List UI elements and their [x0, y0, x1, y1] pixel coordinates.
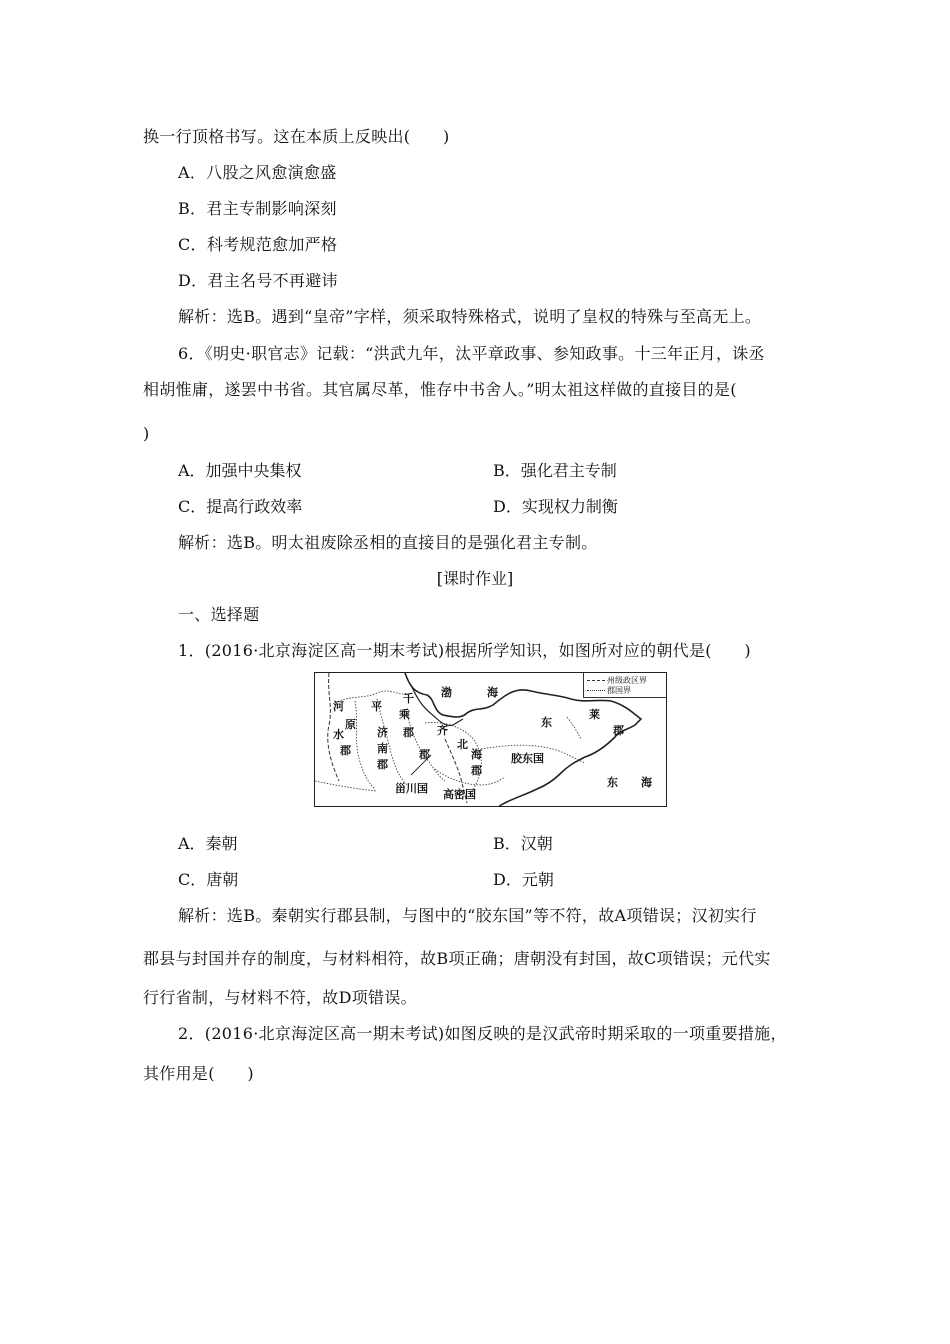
dotted-line-icon	[587, 690, 605, 691]
q1-answer-line-1: 解析：选B。秦朝实行郡县制，与图中的“胶东国”等不符，故A项错误；汉初实行	[178, 906, 757, 925]
q6-stem-line-3: )	[143, 424, 150, 443]
map-label: 郡	[419, 748, 430, 761]
han-commanderies-map	[314, 672, 667, 807]
q5-option-b: B．君主专制影响深刻	[178, 199, 337, 218]
legend-row-province	[587, 676, 647, 685]
q2-stem-line-2: 其作用是( )	[143, 1064, 254, 1083]
map-label: 郡	[340, 744, 351, 757]
map-label: 郡	[613, 724, 624, 737]
commandery-border	[435, 769, 505, 785]
map-label: 海	[641, 776, 652, 789]
q6-stem-line-1: 6．《明史·职官志》记载：“洪武九年，汰平章政事、参知政事。十三年正月，诛丞	[178, 344, 765, 363]
province-border-west	[328, 673, 339, 781]
q5-option-a: A．八股之风愈演愈盛	[178, 163, 337, 182]
map-label: 南	[377, 742, 388, 755]
map-label: 北	[457, 738, 468, 751]
map-label: 高密国	[443, 788, 476, 801]
map-label: 平	[371, 700, 382, 713]
map-label: 水	[333, 728, 344, 741]
map-label: 甾川国	[395, 782, 428, 795]
commandery-border	[567, 717, 581, 739]
map-label: 东	[541, 716, 552, 729]
legend-row-commandery	[587, 686, 631, 695]
q1-option-d: D．元朝	[493, 870, 554, 889]
q5-option-c: C．科考规范愈加严格	[178, 235, 338, 254]
legend-label: 州级政区界	[607, 676, 647, 685]
q6-option-b: B．强化君主专制	[493, 461, 617, 480]
q6-option-a: A．加强中央集权	[178, 461, 302, 480]
map-label: 郡	[403, 726, 414, 739]
part-title: 一、选择题	[178, 605, 260, 624]
map-label: 河	[333, 700, 344, 713]
map-label: 齐	[437, 724, 448, 737]
map-label: 渤	[441, 686, 452, 699]
q1-option-b: B．汉朝	[493, 834, 553, 853]
q6-option-d: D．实现权力制衡	[493, 497, 618, 516]
q2-stem-line-1: 2．(2016·北京海淀区高一期末考试)如图反映的是汉武帝时期采取的一项重要措施，	[178, 1024, 787, 1043]
q6-option-c: C．提高行政效率	[178, 497, 303, 516]
map-label: 东	[607, 776, 618, 789]
bohai-shore	[411, 685, 463, 726]
q5-stem-continuation: 换一行顶格书写。这在本质上反映出( )	[143, 127, 450, 146]
q1-option-a: A．秦朝	[178, 834, 238, 853]
map-label: 济	[377, 726, 388, 739]
commandery-border	[355, 701, 375, 789]
map-label: 莱	[589, 708, 600, 721]
map-label: 郡	[471, 764, 482, 777]
map-label: 郡	[377, 758, 388, 771]
q1-answer-line-2: 郡县与封国并存的制度，与材料相符，故B项正确；唐朝没有封国，故C项错误；元代实	[143, 949, 771, 968]
q1-answer-line-3: 行行省制，与材料不符，故D项错误。	[143, 988, 417, 1007]
section-title: [课时作业]	[436, 569, 514, 588]
map-label: 乘	[399, 708, 410, 721]
q5-option-d: D．君主名号不再避讳	[178, 271, 338, 290]
q1-stem: 1．(2016·北京海淀区高一期末考试)根据所学知识，如图所对应的朝代是( )	[178, 641, 751, 660]
q1-option-c: C．唐朝	[178, 870, 239, 889]
q5-answer: 解析：选B。遇到“皇帝”字样，须采取特殊格式，说明了皇权的特殊与至高无上。	[178, 307, 762, 326]
q6-stem-line-2: 相胡惟庸，遂罢中书省。其官属尽革，惟存中书舍人。”明太祖这样做的直接目的是(	[143, 380, 737, 399]
q6-answer: 解析：选B。明太祖废除丞相的直接目的是强化君主专制。	[178, 533, 598, 552]
map-legend	[583, 673, 666, 698]
map-label: 海	[487, 686, 498, 699]
dashed-line-icon	[587, 680, 605, 681]
map-label: 胶东国	[511, 752, 544, 765]
map-label: 千	[403, 692, 414, 705]
commandery-border	[315, 781, 377, 791]
map-label: 原	[345, 718, 356, 731]
legend-label: 郡国界	[607, 686, 631, 695]
map-label: 海	[471, 748, 482, 761]
